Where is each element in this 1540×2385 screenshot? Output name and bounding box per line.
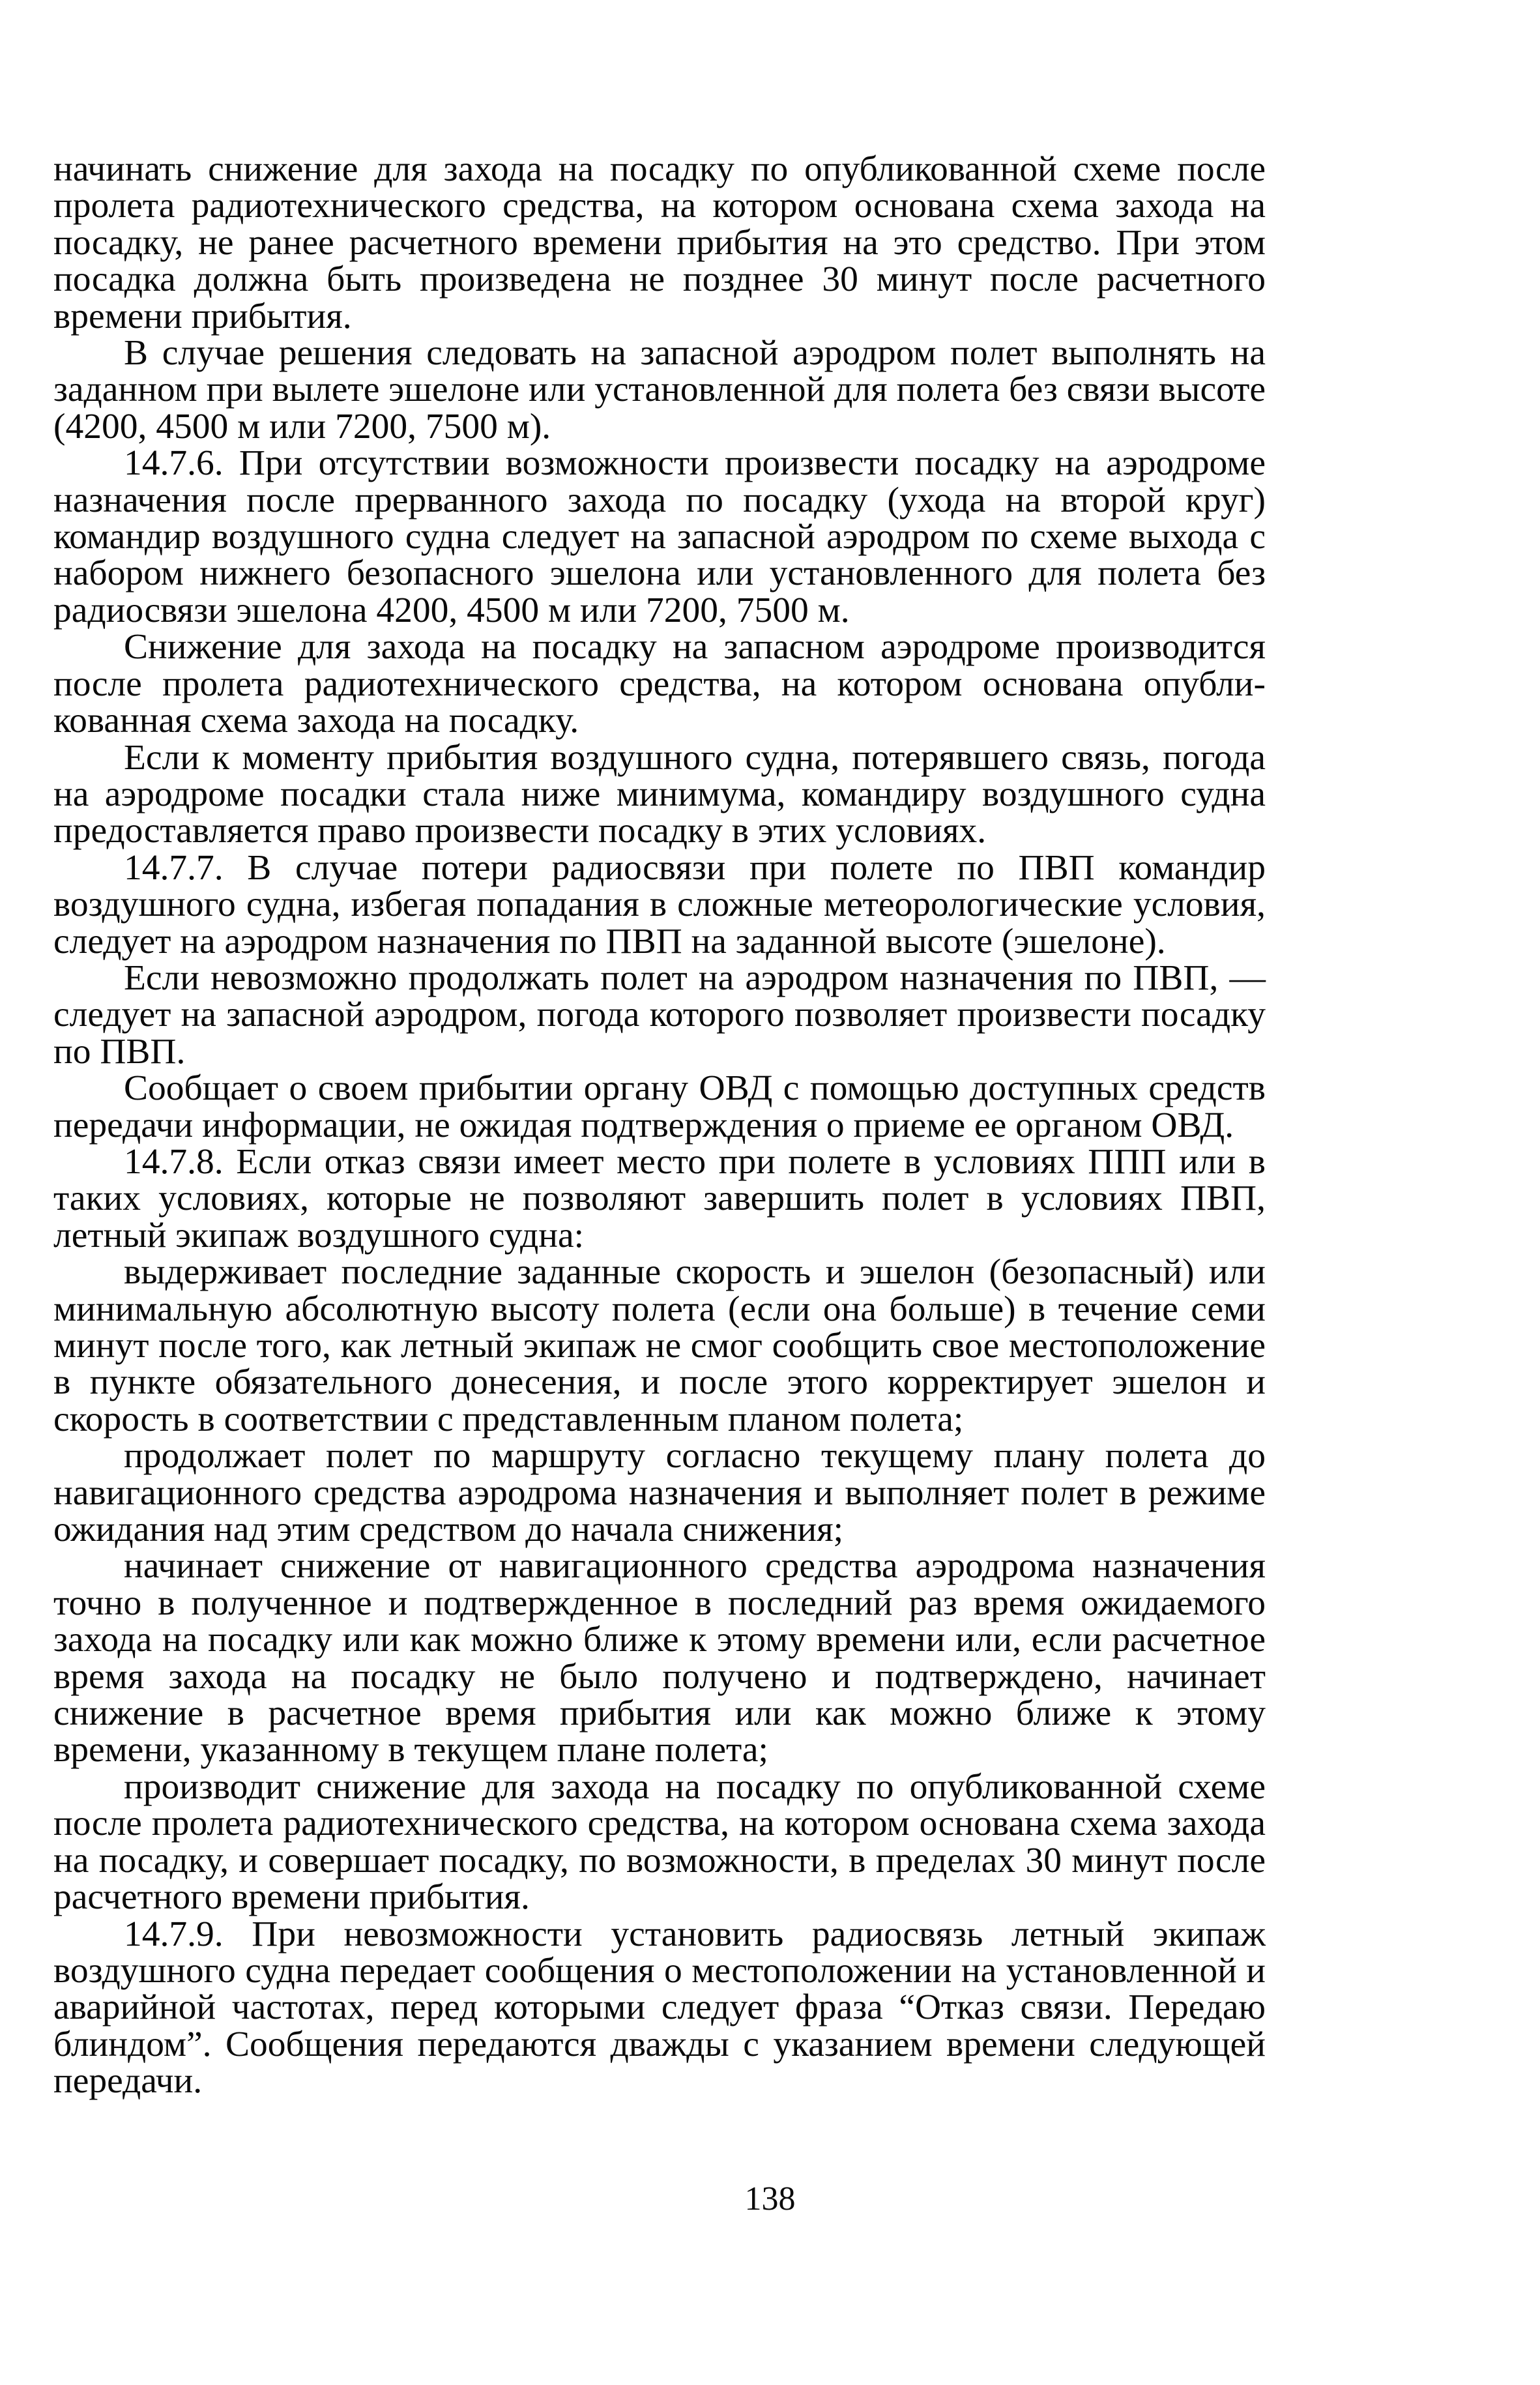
page-body [53, 151, 1266, 2100]
list-item-perform-approach: производит снижение для захода на посадку по опубликованной схеме после пролета радиотехнического средства, на котором основана схема захода на посадку, и совершает посадку, по возможности, в пределах 30 минут после расчетного времени прибытия. [53, 1766, 1266, 1918]
list-item-maintain-level: выдерживает последние заданные скорость и эшелон (безопасный) или минимальную абсолютную высоту полета (если она больше) в течение семи минут после того, как летный экипаж не смог сообщить свое местоположение в пункте обязательного донесения, и после этого корректирует эшелон и скорость в соответствии с представленным планом полета; [53, 1252, 1266, 1439]
paragraph-14-7-6: 14.7.6. При отсутствии возможности произвести посадку на аэродроме назначения после прерванного захода по посадку (ухода на второй круг) командир воздушного судна следует на запасной аэродром по схеме выхода с набором нижнего безопасного эшелона или установленного для полета без радиосвязи эшелона 4200, 4500 м или 7200, 7500 м. [53, 443, 1266, 630]
paragraph-14-7-9: 14.7.9. При невозможности установить радиосвязь летный экипаж воздушного судна передает сообщения о местоположении на установленной и аварийной частотах, перед которыми следует фраза “Отказ связи. Передаю блиндом”. Сообщения передаются дважды с указанием времени следующей передачи. [53, 1914, 1266, 2101]
paragraph-continuation: начинать снижение для захода на посадку по опубликованной схеме после пролета радиотехнического средства, на котором основана схема захода на посадку, не ранее расчетного времени прибытия на это средство. При этом посадка должна быть произведена не позднее 30 минут после расчетного времени прибытия. [53, 149, 1266, 336]
paragraph-below-minimum: Если к моменту прибытия воздушного судна, потерявшего связь, погода на аэродроме посадки стала ниже минимума, командиру воздушного судна предоставляется право произвести посадку в этих условиях. [53, 737, 1266, 851]
paragraph-descent-alternate: Снижение для захода на посадку на запасном аэродроме производится после пролета радиотехнического средства, на котором основана опубликованная схема захода на посадку. [53, 627, 1266, 741]
paragraph-14-7-8: 14.7.8. Если отказ связи имеет место при полете в условиях ППП или в таких условиях, которые не позволяют завершить полет в условиях ПВП, летный экипаж воздушного судна: [53, 1141, 1266, 1255]
list-item-begin-descent: начинает снижение от навигационного средства аэродрома назначения точно в полученное и подтвержденное в последний раз время ожидаемого захода на посадку или как можно ближе к этому времени или, если расчетное время захода на посадку не было получено и подтверждено, начинает снижение в расчетное время прибытия или как можно ближе к этому времени, указанному в текущем плане полета; [53, 1546, 1266, 1770]
paragraph-14-7-7: 14.7.7. В случае потери радиосвязи при полете по ПВП командир воздушного судна, избегая попадания в сложные метеорологические условия, следует на аэродром назначения по ПВП на заданной высоте (эшелоне). [53, 847, 1266, 961]
list-item-continue-route: продолжает полет по маршруту согласно текущему плану полета до навигационного средства аэродрома назначения и выполняет полет в режиме ожидания над этим средством до начала снижения; [53, 1436, 1266, 1550]
paragraph-alternate-aerodrome: В случае решения следовать на запасной аэродром полет выполнять на заданном при вылете эшелоне или установленной для полета без связи высоте (4200, 4500 м или 7200, 7500 м). [53, 333, 1266, 446]
page-number: 138 [744, 2180, 796, 2217]
paragraph-vfr-alternate: Если невозможно продолжать полет на аэродром назначения по ПВП, — следует на запасной аэродром, погода которого позволяет произвести посадку по ПВП. [53, 958, 1266, 1072]
paragraph-report-arrival: Сообщает о своем прибытии органу ОВД с помощью доступных средств передачи информации, не ожидая подтверждения о приеме ее органом ОВД. [53, 1068, 1266, 1145]
